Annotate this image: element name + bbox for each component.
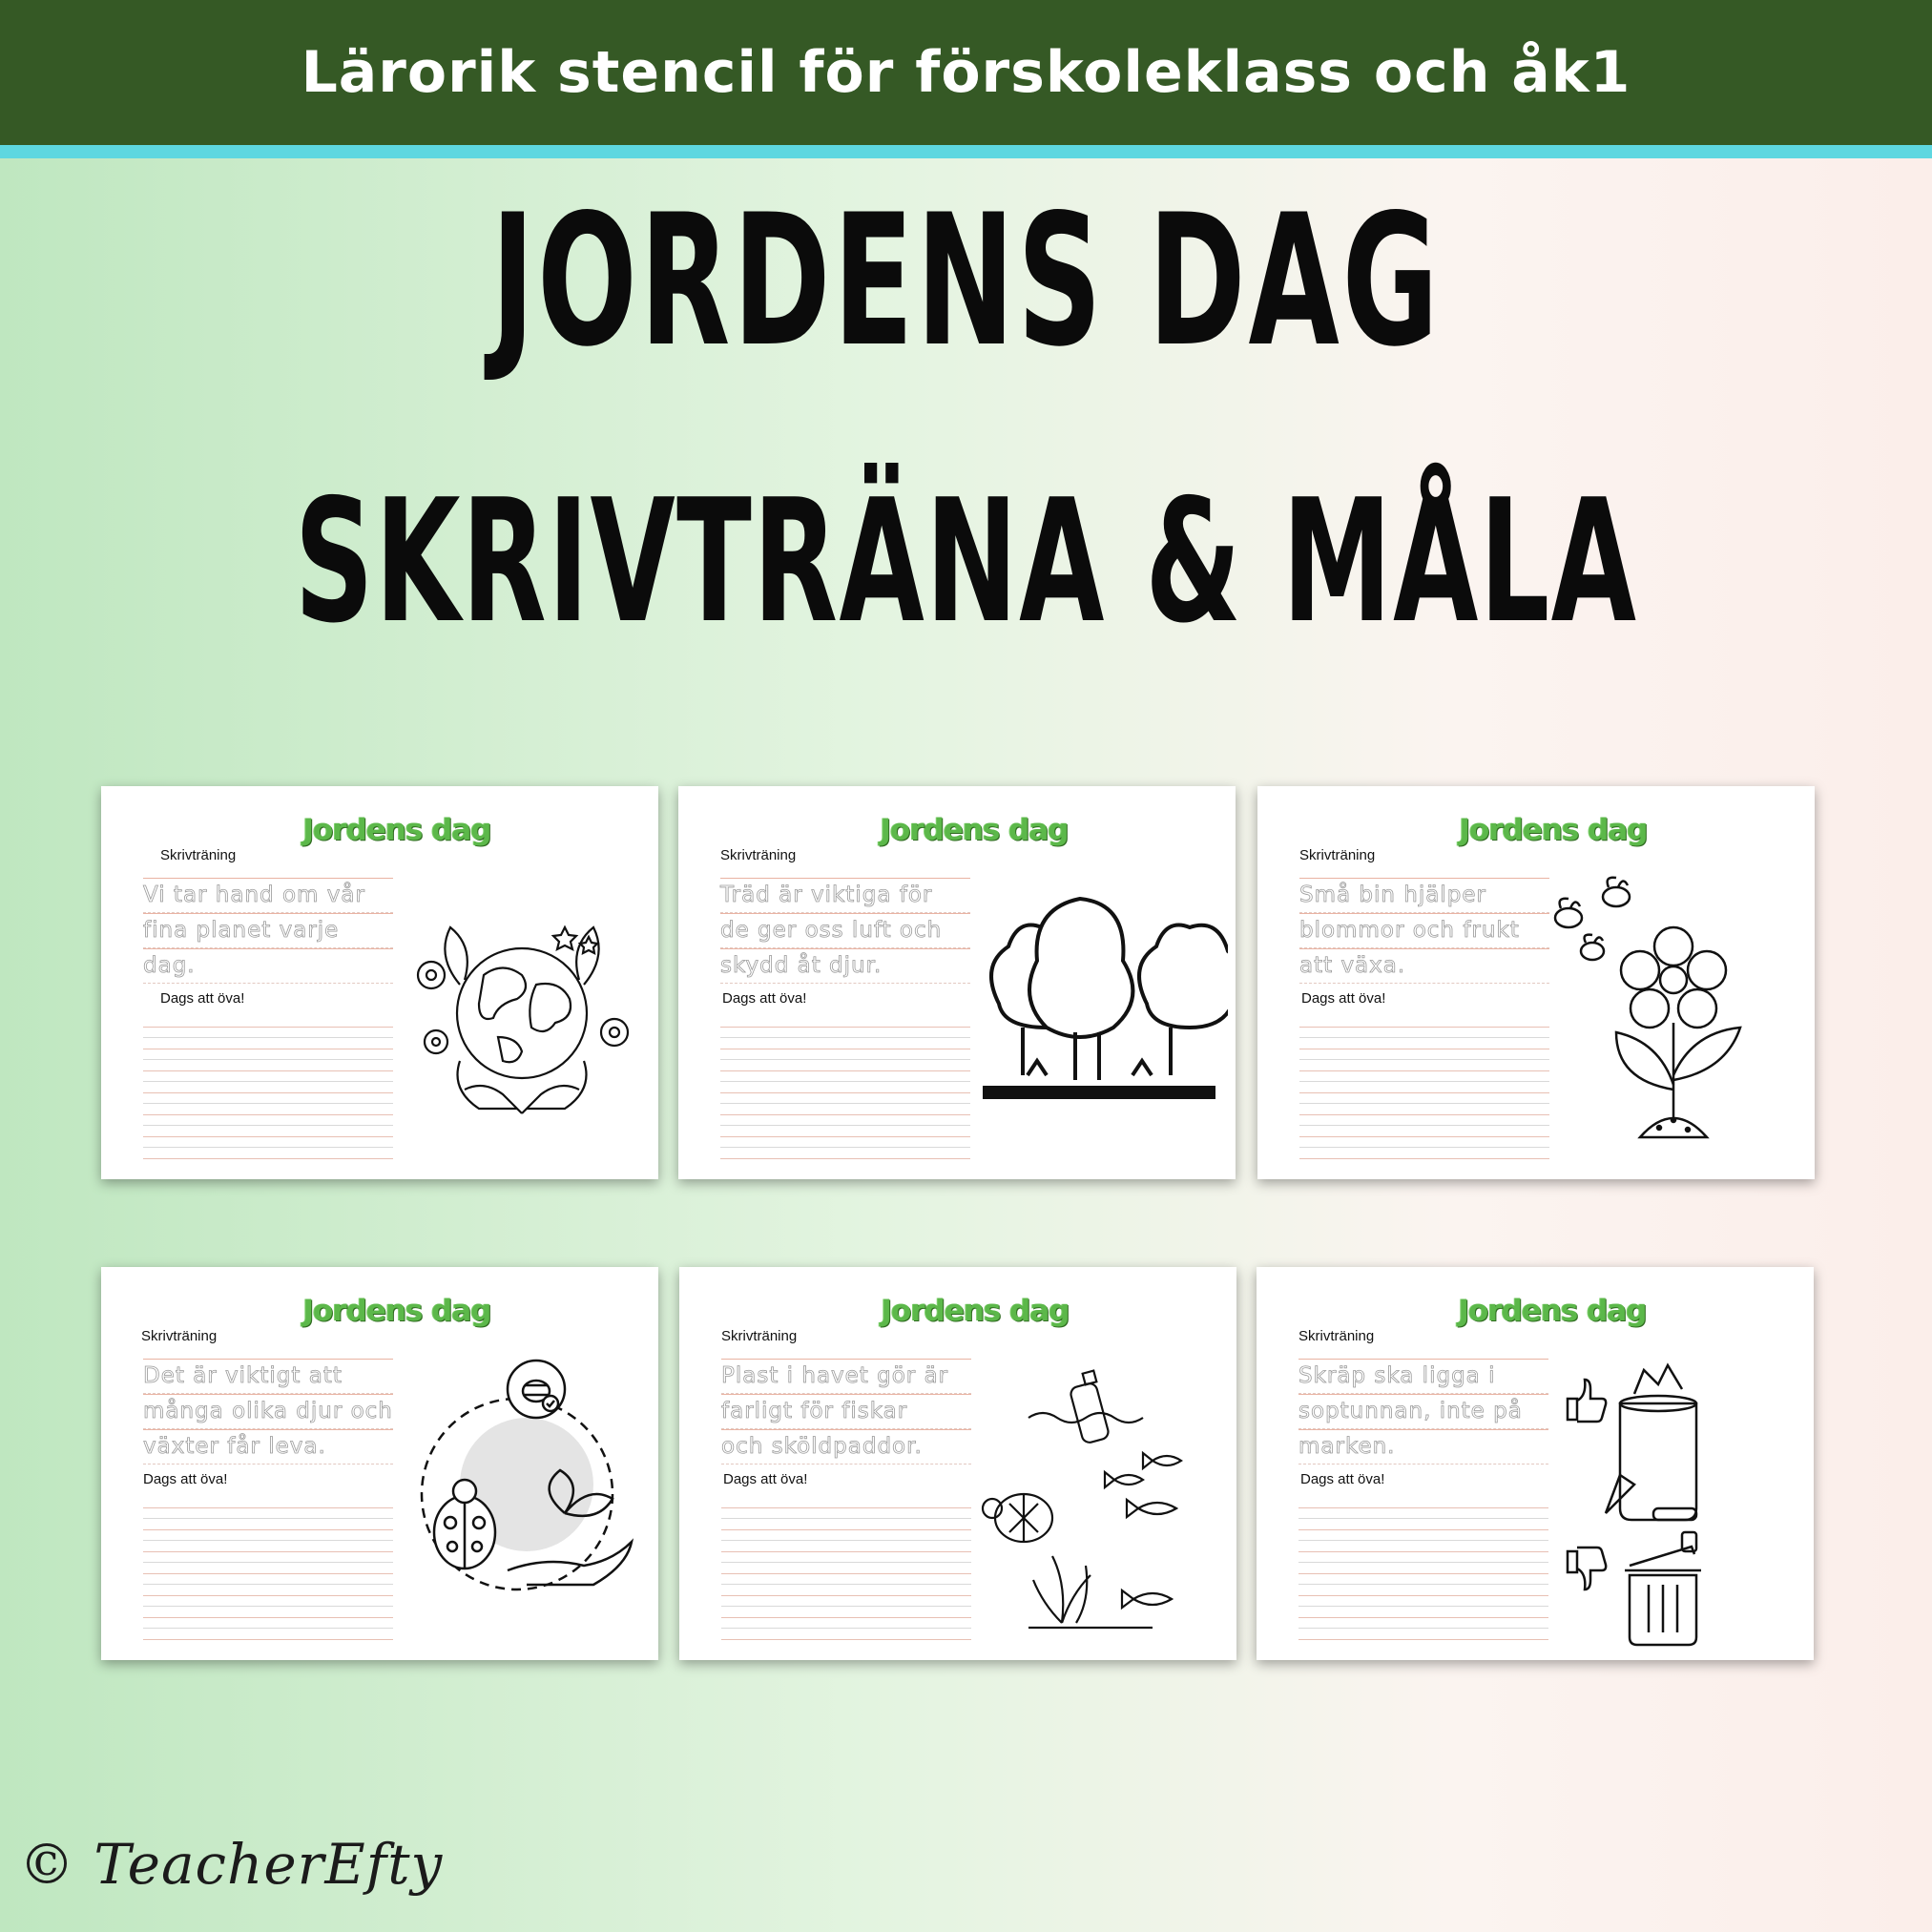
worksheet-preview-6 xyxy=(1257,1267,1814,1660)
practice-prompt: Dags att öva! xyxy=(160,990,245,1007)
trace-text: Små bin hjälper blommor och frukt att växa. xyxy=(1299,883,1520,978)
practice-label: Skrivträning xyxy=(1299,847,1376,863)
copyright-signature: © TeacherEfty xyxy=(19,1832,444,1897)
sheet-title: Jordens dag xyxy=(302,1294,491,1328)
writing-lines xyxy=(143,1027,393,1160)
sheet-title: Jordens dag xyxy=(1459,813,1648,847)
practice-prompt: Dags att öva! xyxy=(723,1471,808,1487)
trace-text: Skräp ska ligga i soptunnan, inte på marken. xyxy=(1298,1363,1523,1459)
writing-lines xyxy=(1298,1507,1548,1641)
earth-in-hands-icon xyxy=(393,870,651,1166)
worksheet-preview-4 xyxy=(101,1267,658,1660)
practice-prompt: Dags att öva! xyxy=(722,990,807,1007)
practice-prompt: Dags att öva! xyxy=(143,1471,228,1487)
practice-prompt: Dags att öva! xyxy=(1300,1471,1385,1487)
ocean-plastic-icon xyxy=(971,1351,1229,1647)
bees-and-flower-icon xyxy=(1549,870,1807,1166)
trace-text: Det är viktigt att många olika djur och växter får leva. xyxy=(143,1363,393,1459)
banner-text: Lärorik stencil för förskoleklass och åk1 xyxy=(301,39,1631,106)
trash-bin-icon xyxy=(1548,1351,1806,1647)
worksheet-preview-5 xyxy=(679,1267,1236,1660)
worksheet-preview-2 xyxy=(678,786,1236,1179)
writing-lines xyxy=(721,1507,971,1641)
writing-lines xyxy=(720,1027,970,1160)
sheet-title: Jordens dag xyxy=(881,1294,1070,1328)
worksheet-preview-3 xyxy=(1257,786,1815,1179)
trace-text: Plast i havet gör är farligt för fiskar och sköldpaddor. xyxy=(721,1363,949,1459)
practice-label: Skrivträning xyxy=(160,847,237,863)
top-banner xyxy=(0,0,1932,145)
accent-stripe xyxy=(0,145,1932,158)
sheet-title: Jordens dag xyxy=(880,813,1069,847)
biodiversity-icon xyxy=(393,1351,651,1647)
practice-label: Skrivträning xyxy=(1298,1328,1375,1344)
worksheet-preview-1 xyxy=(101,786,658,1179)
practice-label: Skrivträning xyxy=(721,1328,798,1344)
practice-label: Skrivträning xyxy=(141,1328,218,1344)
sheet-title: Jordens dag xyxy=(302,813,491,847)
trace-text: Träd är viktiga för de ger oss luft och skydd åt djur. xyxy=(720,883,943,978)
main-title: JORDENS DAG xyxy=(490,176,1442,386)
writing-lines xyxy=(1299,1027,1549,1160)
sheet-title: Jordens dag xyxy=(1458,1294,1647,1328)
trees-icon xyxy=(970,870,1228,1166)
trace-text: Vi tar hand om vår fina planet varje dag. xyxy=(143,883,365,978)
main-subtitle: SKRIVTRÄNA & MÅLA xyxy=(294,463,1638,660)
practice-label: Skrivträning xyxy=(720,847,797,863)
practice-prompt: Dags att öva! xyxy=(1301,990,1386,1007)
writing-lines xyxy=(143,1507,393,1641)
